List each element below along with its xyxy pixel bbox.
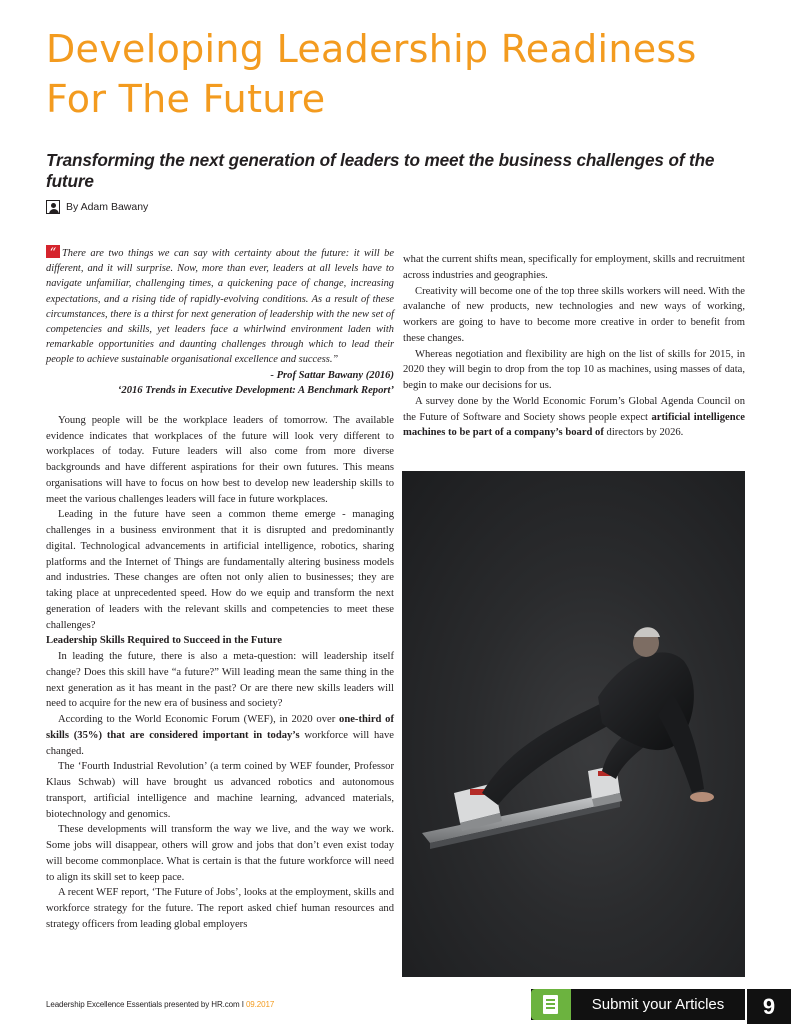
publication-name: Leadership Excellence Essentials presented by HR.com bbox=[46, 1000, 240, 1009]
right-column bbox=[403, 252, 745, 441]
pull-quote bbox=[46, 245, 394, 368]
byline bbox=[46, 200, 148, 214]
article-title: Developing Leadership Readiness For The Future bbox=[46, 27, 697, 121]
paragraph: In leading the future, there is also a meta-question: will leadership itself change? Does this skill have “a future?” Will leading mean the same thing in the next generation as it has meant in the past? Or are there new skills leaders will need to acquire for the new era of business and society? bbox=[46, 651, 394, 710]
paragraph: Whereas negotiation and flexibility are high on the list of skills for 2015, in 2020 they will begin to drop from the top 10 as machines, using masses of data, begin to make our decisions for us. bbox=[403, 348, 745, 391]
paragraph: The ‘Fourth Industrial Revolution’ (a term coined by WEF founder, Professor Klaus Schwab) will have brought us advanced robotics and autonomous transport, artificial intelligence and machine learning, advanced materials, biotechnology and genomics. bbox=[46, 761, 394, 820]
document-icon bbox=[531, 989, 571, 1020]
quote-mark-icon: “ bbox=[46, 245, 60, 258]
text-run: According to the World Economic Forum (WEF), in 2020 over bbox=[58, 714, 340, 726]
submit-articles-button[interactable] bbox=[531, 989, 745, 1020]
page-number: 9 bbox=[747, 989, 791, 1024]
left-column bbox=[46, 245, 394, 933]
author-icon bbox=[46, 200, 60, 214]
quote-text: There are two things we can say with certainty about the future: it will be different, and it will surprise. Now, more than ever, leaders at all levels have to navigate unfamiliar, challenging times, a quickening pace of change, increasing expectations, and a rising tide of rapidly-evolving conditions. As a result of these circumstances, there is a thirst for next generation of leadership with the new set of competencies and skills, yet leaders face a whirlwind environment laden with remarkable opportunities and daunting challenges through which to lead their people to achieve sustainable organisational excellence and success.” bbox=[46, 248, 394, 366]
businessman-starting-block-image bbox=[402, 471, 745, 977]
paragraph: Creativity will become one of the top three skills workers will need. With the avalanche of new products, new technologies and new ways of working, workers are going to have to become more creative in order to benefit from these changes. bbox=[403, 285, 745, 344]
text-run: workforce will have changed. bbox=[46, 729, 395, 757]
businessman-illustration bbox=[402, 471, 745, 977]
paragraph: These developments will transform the way we live, and the way we work. Some jobs will disappear, others will grow and jobs that don’t even exist today will become commonplace. What is certain is that the future workforce will need to align its skill set to keep pace. bbox=[46, 824, 394, 883]
bold-text: one-third of skills (35%) that are considered important in today’s bbox=[46, 714, 394, 741]
article-subtitle: Transforming the next generation of leaders to meet the business challenges of the future bbox=[46, 150, 715, 191]
paragraph: what the current shifts mean, specifically for employment, skills and recruitment across industries and geographies. bbox=[403, 254, 745, 281]
quote-attribution: - Prof Sattar Bawany (2016) bbox=[270, 369, 394, 381]
paragraph: Leading in the future have seen a common theme emerge - managing challenges in a business environment that it is disrupted and predominantly digital. Technological advancements in artificial intelligence, robotics, sharing platforms and the Internet of Things are fundamentally altering business models and industries. These changes are often not only alien to businesses; they are taking place at unprecedented speed. How do we equip and transform the next generation of leaders with the relevant skills and competencies to meet these challenges? bbox=[46, 509, 394, 631]
issue-date: 09.2017 bbox=[245, 1000, 275, 1009]
text-run: directors by 2026. bbox=[603, 427, 684, 439]
paragraph bbox=[403, 394, 745, 441]
footer-separator: I bbox=[239, 1000, 246, 1009]
footer-publication bbox=[46, 1000, 274, 1009]
author-name: By Adam Bawany bbox=[66, 201, 149, 213]
paragraph: Young people will be the workplace leaders of tomorrow. The available evidence indicates that workplaces of the future will look very different to workplaces of today. Future leaders will also come from more diverse backgrounds and have different aspirations for their own futures. This means organisations will have to focus on how best to develop new leadership skills to meet the various challenges leaders will face in future workplaces. bbox=[46, 414, 394, 505]
quote-source: ‘2016 Trends in Executive Development: A Benchmark Report’ bbox=[117, 384, 394, 396]
paragraph: A recent WEF report, ‘The Future of Jobs’, looks at the employment, skills and workforce strategy for the future. The report asked chief human resources and strategy officers from leading global employers bbox=[46, 887, 394, 930]
text-run: A survey done by the World Economic Forum’s Global Agenda Council on the Future of Software and Society shows people expect bbox=[403, 395, 745, 423]
bold-text: artificial intelligence machines to be part of a company’s board of bbox=[403, 411, 745, 439]
paragraph bbox=[46, 712, 394, 759]
submit-articles-label: Submit your Articles bbox=[591, 996, 725, 1013]
section-heading: Leadership Skills Required to Succeed in the Future bbox=[46, 635, 282, 647]
